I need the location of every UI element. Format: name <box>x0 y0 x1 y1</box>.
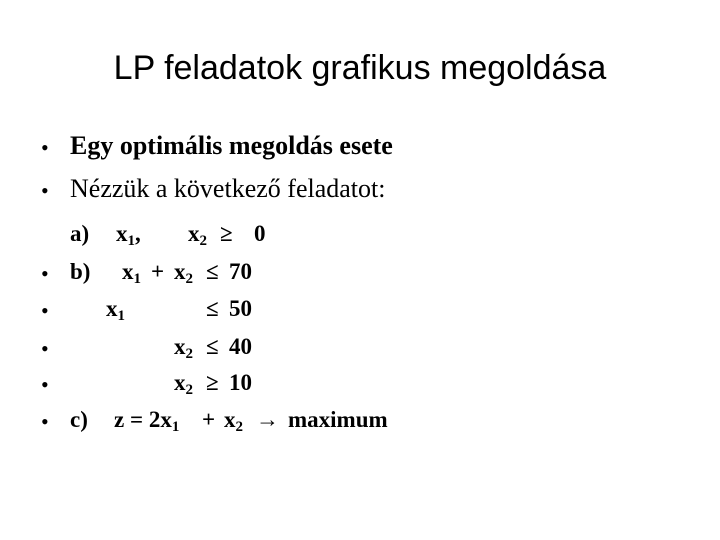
operator-geq: ≥ <box>220 221 233 246</box>
rhs-value: 50 <box>229 296 252 321</box>
variable-x2: $x_2$ <box>174 334 193 362</box>
constraint-label-a: a) <box>70 221 90 246</box>
objective-z-expression: $z = 2x_1$ <box>114 407 180 435</box>
operator-leq: ≤ <box>206 296 219 321</box>
bullet: • <box>41 409 49 434</box>
bullet-item-optimal-case: Egy optimális megoldás esete <box>70 131 393 160</box>
rhs-value: 70 <box>229 259 252 284</box>
arrow-icon: → <box>256 407 279 432</box>
objective-maximum: maximum <box>288 407 388 432</box>
bullet: • <box>41 298 49 323</box>
bullet: • <box>41 261 49 286</box>
variable-x1: $x_1$ <box>122 259 141 287</box>
bullet: • <box>41 135 49 160</box>
rhs-value: 10 <box>229 370 252 395</box>
variable-x1: $x_1$ <box>106 296 125 324</box>
bullet-item-consider-problem: Nézzük a következő feladatot: <box>70 174 386 203</box>
variable-x2: $x_2$ <box>174 370 193 398</box>
operator-leq: ≤ <box>206 259 219 284</box>
bullet: • <box>41 178 49 203</box>
rhs-value: 0 <box>254 221 266 246</box>
bullet: • <box>41 336 49 361</box>
operator-geq: ≥ <box>206 370 219 395</box>
objective-label-c: c) <box>70 407 88 432</box>
variable-x2: $x_2$ <box>174 259 193 287</box>
variable-x2: $x_2$ <box>188 221 207 249</box>
operator-plus: + <box>202 407 216 432</box>
slide-title: LP feladatok grafikus megoldása <box>113 49 607 87</box>
bullet: • <box>41 372 49 397</box>
operator-leq: ≤ <box>206 334 219 359</box>
constraint-label-b: b) <box>70 259 91 284</box>
variable-x1: $x_1$, <box>116 221 141 249</box>
rhs-value: 40 <box>229 334 252 359</box>
variable-x2: $x_2$ <box>224 407 243 435</box>
operator-plus: + <box>151 259 165 284</box>
